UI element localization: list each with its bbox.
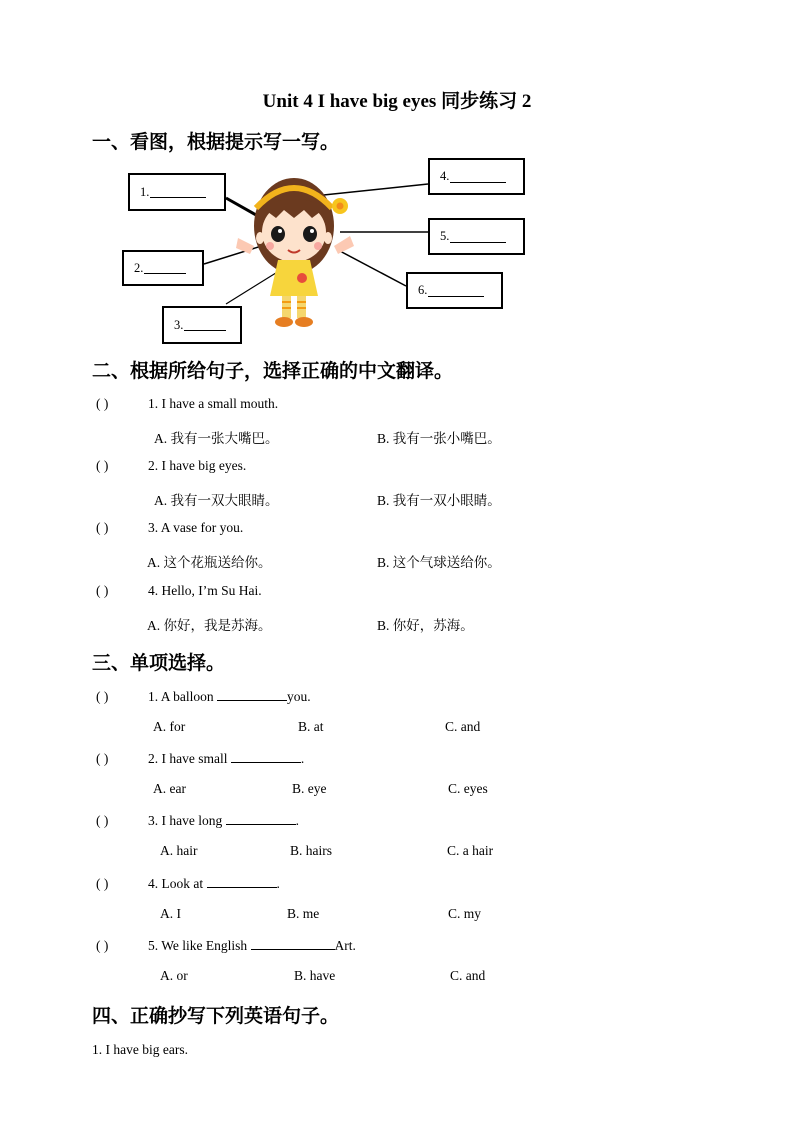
label-box-4[interactable] — [428, 158, 525, 195]
question-text: 3. I have long — [148, 813, 226, 828]
question-text: 3. A vase for you. — [148, 520, 244, 535]
girl-left-hand — [236, 238, 254, 254]
choice-question-5 — [96, 937, 356, 954]
label-number: 1. — [140, 184, 150, 199]
answer-paren[interactable]: ( ) — [96, 520, 109, 535]
option-b: B. 我有一张小嘴巴。 — [377, 431, 501, 446]
option-c: C. and — [450, 968, 486, 983]
question-text: 1. I have a small mouth. — [148, 396, 279, 411]
option-c: C. and — [445, 719, 481, 734]
option-a: A. for — [153, 719, 186, 734]
label-connector-lines — [0, 0, 794, 360]
section-2-heading: 二、根据所给句子，选择正确的中文翻译。 — [92, 360, 454, 382]
choice-question-3 — [96, 812, 299, 829]
question-text-end: . — [295, 813, 299, 828]
question-text: 1. A balloon — [148, 689, 218, 704]
question-text-end: . — [276, 876, 280, 891]
answer-paren[interactable]: ( ) — [96, 396, 109, 411]
answer-paren[interactable]: ( ) — [96, 876, 109, 891]
cartoon-girl-illustration — [232, 168, 372, 334]
option-c: C. my — [448, 906, 482, 921]
translate-question-2 — [96, 458, 246, 474]
girl-right-eye — [303, 226, 317, 242]
label-box-1[interactable] — [128, 173, 226, 211]
question-text: 2. I have small — [148, 751, 231, 766]
option-a: A. hair — [160, 843, 198, 858]
label-number: 3. — [174, 317, 184, 332]
girl-left-eye — [271, 226, 285, 242]
choice-question-4 — [96, 875, 280, 892]
girl-left-ear — [256, 232, 264, 244]
option-c: C. a hair — [447, 843, 494, 858]
option-b: B. have — [294, 968, 336, 983]
option-c: C. eyes — [448, 781, 488, 796]
answer-paren[interactable]: ( ) — [96, 583, 109, 598]
flower-hair-clip-icon — [332, 198, 348, 214]
answer-blank[interactable] — [251, 937, 335, 950]
girl-right-ear — [324, 232, 332, 244]
option-a: A. 我有一双大眼睛。 — [154, 493, 279, 508]
label-box-5[interactable] — [428, 218, 525, 255]
question-text: 2. I have big eyes. — [148, 458, 247, 473]
label-box-3[interactable] — [162, 306, 242, 344]
answer-paren[interactable]: ( ) — [96, 938, 109, 953]
option-b: B. 你好，苏海。 — [377, 618, 474, 633]
section-4-heading: 四、正确抄写下列英语句子。 — [92, 1005, 340, 1027]
option-b: B. at — [298, 719, 324, 734]
girl-dress — [270, 260, 318, 296]
answer-blank[interactable] — [226, 812, 296, 825]
option-b: B. 我有一双小眼睛。 — [377, 493, 501, 508]
choice-question-1 — [96, 688, 311, 705]
answer-paren[interactable]: ( ) — [96, 689, 109, 704]
option-a: A. 这个花瓶送给你。 — [147, 555, 272, 570]
choice-question-2 — [96, 750, 304, 767]
answer-paren[interactable]: ( ) — [96, 458, 109, 473]
option-a: A. 我有一张大嘴巴。 — [154, 431, 279, 446]
option-a: A. or — [160, 968, 188, 983]
question-text: 4. Look at — [148, 876, 207, 891]
answer-blank[interactable] — [231, 750, 301, 763]
translate-question-4 — [96, 583, 262, 599]
section-1-heading: 一、看图，根据提示写一写。 — [92, 131, 340, 153]
copy-sentence-1: 1. I have big ears. — [92, 1042, 188, 1057]
question-text-end: . — [300, 751, 305, 766]
option-b: B. hairs — [290, 843, 332, 858]
label-number: 4. — [440, 169, 450, 183]
option-b: B. 这个气球送给你。 — [377, 555, 501, 570]
section-3-heading: 三、单项选择。 — [92, 652, 226, 674]
question-text: 4. Hello, I’m Su Hai. — [148, 583, 262, 598]
option-a: A. 你好，我是苏海。 — [147, 618, 272, 633]
label-number: 6. — [418, 283, 428, 297]
option-b: B. me — [287, 906, 320, 921]
option-a: A. ear — [153, 781, 186, 796]
label-number: 5. — [440, 229, 450, 243]
answer-blank[interactable] — [207, 875, 277, 888]
page-title: Unit 4 I have big eyes 同步练习 2 — [262, 91, 532, 112]
answer-blank[interactable] — [217, 688, 287, 701]
translate-question-1 — [96, 396, 278, 412]
answer-paren[interactable]: ( ) — [96, 813, 109, 828]
question-text-end: you. — [287, 689, 311, 704]
question-text: 5. We like English — [148, 938, 251, 953]
label-number: 2. — [134, 260, 144, 275]
question-text-end: Art. — [334, 938, 356, 953]
label-box-2[interactable] — [122, 250, 204, 286]
answer-paren[interactable]: ( ) — [96, 751, 109, 766]
translate-question-3 — [96, 520, 243, 536]
option-b: B. eye — [292, 781, 327, 796]
girl-right-hand — [334, 236, 354, 254]
option-a: A. I — [160, 906, 181, 921]
label-box-6[interactable] — [406, 272, 503, 309]
